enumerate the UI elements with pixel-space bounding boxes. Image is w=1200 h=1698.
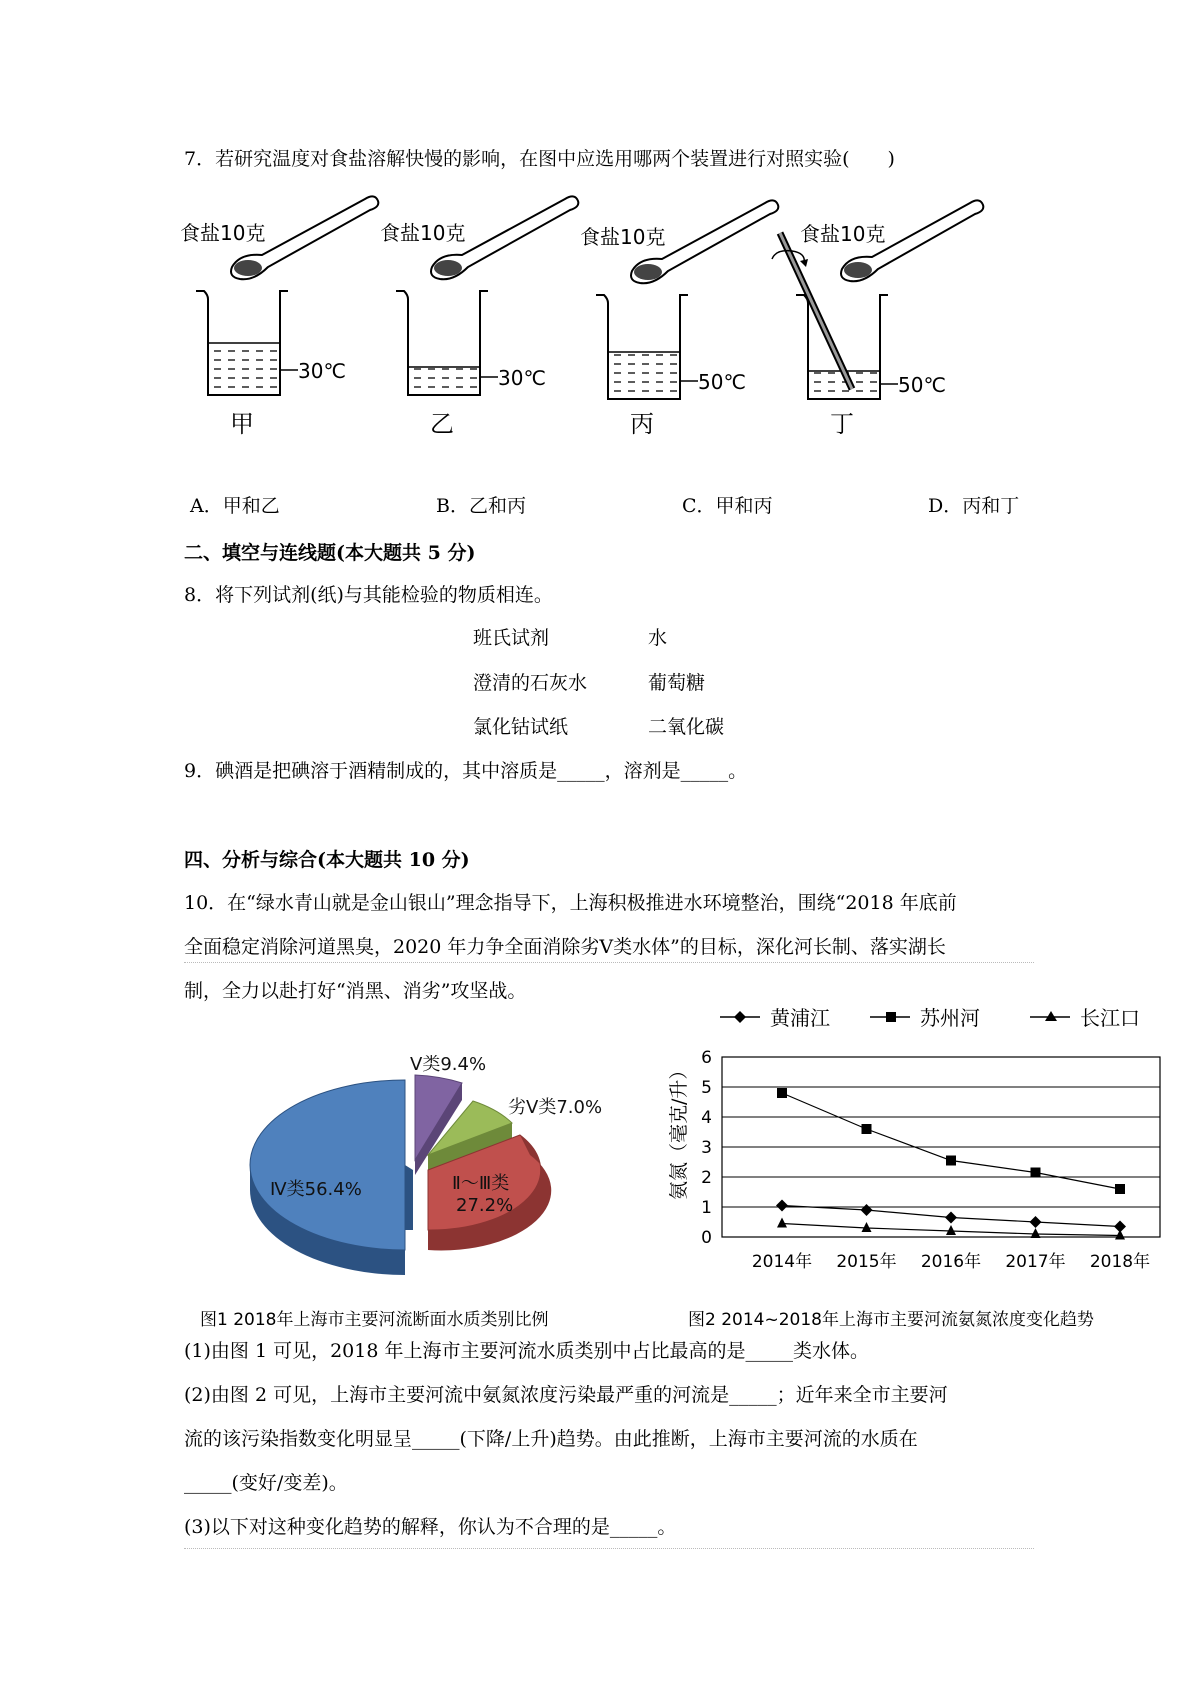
data-point-diamond: [861, 1204, 873, 1216]
salt-pile: [634, 264, 662, 280]
data-point-square: [946, 1156, 956, 1166]
q10-sub2-line: (2)由图 2 可见，上海市主要河流中氨氮浓度污染最严重的河流是_____；近年来全市主要河: [184, 1384, 948, 1406]
q10-line: 制，全力以赴打好“消黑、消劣”攻坚战。: [184, 980, 527, 1002]
salt-label: 食盐10克: [580, 225, 666, 249]
q7-question: 7．若研究温度对食盐溶解快慢的影响，在图中应选用哪两个装置进行对照实验( ): [184, 148, 895, 170]
series-line: [782, 1093, 1120, 1189]
section2-heading: 二、填空与连线题(本大题共 5 分): [184, 542, 476, 564]
line-chart: [660, 995, 1180, 1310]
y-ticks: [701, 1048, 712, 1248]
pie-label-worse-v: 劣Ⅴ类7.0%: [508, 1097, 603, 1118]
q8-right-item: 葡萄糖: [648, 672, 706, 694]
chart-grid: [722, 1057, 1160, 1237]
legend-label: 黄浦江: [770, 1006, 830, 1030]
beaker-bing: [580, 200, 778, 438]
x-ticks: [752, 1251, 1150, 1272]
data-point-triangle: [946, 1225, 956, 1235]
data-point-square: [1115, 1184, 1125, 1194]
option-a[interactable]: A．甲和乙: [190, 495, 280, 517]
salt-pile: [434, 260, 462, 276]
x-tick-label: 2014年: [751, 1252, 813, 1272]
data-point-diamond: [776, 1200, 788, 1212]
divider: [184, 1548, 1034, 1549]
x-tick-label: 2016年: [920, 1252, 982, 1272]
q8-left-item: 班氏试剂: [473, 627, 550, 649]
triangle-marker-icon: [1045, 1011, 1057, 1021]
data-point-diamond: [945, 1212, 957, 1224]
q10-sub3: (3)以下对这种变化趋势的解释，你认为不合理的是_____。: [184, 1516, 677, 1538]
salt-pile: [844, 262, 872, 278]
y-tick-label: 6: [701, 1048, 712, 1068]
legend-label: 苏州河: [920, 1006, 980, 1030]
pie-label-v: Ⅴ类9.4%: [410, 1055, 487, 1075]
q10-line: 10．在“绿水青山就是金山银山”理念指导下，上海积极推进水环境整治，围绕“2018 年底前: [184, 892, 957, 914]
q10-line: 全面稳定消除河道黑臭，2020 年力争全面消除劣Ⅴ类水体”的目标，深化河长制、落实湖长: [184, 936, 946, 958]
y-tick-label: 0: [701, 1228, 712, 1248]
q8-left-item: 澄清的石灰水: [473, 672, 588, 694]
data-point-diamond: [1030, 1216, 1042, 1228]
square-marker-icon: [886, 1012, 896, 1022]
temperature-label: 30℃: [298, 359, 346, 383]
y-axis-label: 氨氮（毫克/升）: [668, 1060, 690, 1200]
salt-label: 食盐10克: [380, 221, 466, 245]
beaker-name: 甲: [230, 410, 254, 438]
q7-beaker-figure: [170, 185, 1070, 485]
q10-sub1: (1)由图 1 可见，2018 年上海市主要河流水质类别中占比最高的是_____类水体。: [184, 1340, 869, 1362]
q8-right-item: 二氧化碳: [648, 716, 725, 738]
divider: [184, 962, 1034, 963]
y-tick-label: 2: [701, 1168, 712, 1188]
beaker-yi: [380, 196, 578, 438]
temperature-label: 30℃: [498, 366, 546, 390]
y-tick-label: 1: [701, 1198, 712, 1218]
beaker-name: 乙: [430, 410, 454, 438]
option-c[interactable]: C．甲和丙: [682, 495, 773, 517]
x-tick-label: 2015年: [836, 1252, 897, 1272]
diamond-marker-icon: [734, 1011, 746, 1023]
q8-question: 8．将下列试剂(纸)与其能检验的物质相连。: [184, 584, 553, 606]
y-tick-label: 5: [701, 1078, 712, 1098]
q8-right-item: 水: [648, 627, 668, 649]
q8-left-item: 氯化钴试纸: [473, 716, 569, 738]
data-point-triangle: [777, 1218, 787, 1228]
chart-series: [776, 1088, 1126, 1240]
pie-label-iv: Ⅳ类56.4%: [270, 1179, 362, 1200]
figure2-caption: 图2 2014~2018年上海市主要河流氨氮浓度变化趋势: [688, 1310, 1094, 1330]
pie-chart: [230, 1055, 670, 1315]
water: [409, 367, 479, 394]
salt-pile: [234, 260, 262, 276]
x-tick-label: 2018年: [1089, 1252, 1151, 1272]
q10-sub2-line: _____(变好/变差)。: [184, 1472, 348, 1494]
temperature-label: 50℃: [898, 373, 946, 397]
water: [609, 352, 679, 398]
temperature-label: 50℃: [698, 370, 746, 394]
y-tick-label: 4: [701, 1108, 712, 1128]
water: [209, 343, 279, 394]
legend: [720, 1006, 1140, 1030]
beaker-ding: [772, 200, 983, 438]
option-b[interactable]: B．乙和丙: [436, 495, 526, 517]
q9-question: 9．碘酒是把碘溶于酒精制成的，其中溶质是_____，溶剂是_____。: [184, 760, 748, 782]
pie-label-ii-iii: Ⅱ～Ⅲ类: [452, 1173, 510, 1194]
section4-heading: 四、分析与综合(本大题共 10 分): [184, 849, 470, 871]
x-tick-label: 2017年: [1005, 1252, 1066, 1272]
data-point-triangle: [862, 1222, 872, 1232]
data-point-triangle: [1031, 1228, 1041, 1238]
figure1-caption: 图1 2018年上海市主要河流断面水质类别比例: [200, 1310, 549, 1330]
option-d[interactable]: D．丙和丁: [928, 495, 1020, 517]
data-point-square: [777, 1088, 787, 1098]
data-point-triangle: [1115, 1230, 1125, 1240]
legend-label: 长江口: [1080, 1006, 1140, 1030]
q10-sub2-line: 流的该污染指数变化明显呈_____(下降/上升)趋势。由此推断，上海市主要河流的水质在: [184, 1428, 918, 1450]
beaker-name: 丁: [830, 410, 854, 438]
salt-label: 食盐10克: [800, 222, 886, 246]
y-tick-label: 3: [701, 1138, 712, 1158]
data-point-square: [1031, 1168, 1041, 1178]
salt-label: 食盐10克: [180, 221, 266, 245]
beaker-jia: [180, 196, 378, 438]
beaker-name: 丙: [630, 410, 654, 438]
pie-slice-side: [405, 1165, 413, 1230]
pie-label-ii-iii-value: 27.2%: [456, 1195, 514, 1216]
data-point-square: [862, 1124, 872, 1134]
